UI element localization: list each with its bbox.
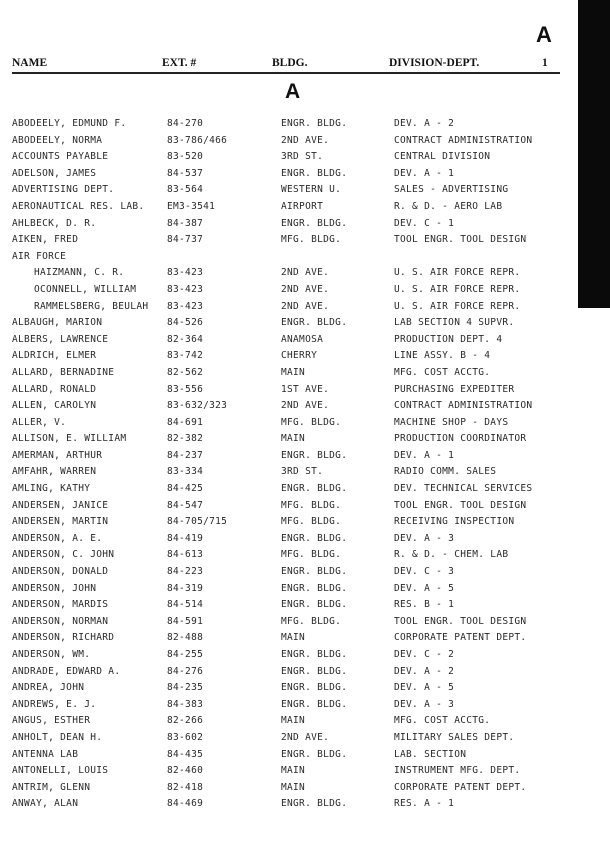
entry-extension: 84-237 xyxy=(167,449,204,461)
directory-listing xyxy=(12,118,572,815)
entry-name: ALLARD, RONALD xyxy=(12,383,97,395)
entry-name: RAMMELSBERG, BEULAH xyxy=(34,300,149,312)
entry-name: ALDRICH, ELMER xyxy=(12,350,97,362)
entry-extension: 84-319 xyxy=(167,582,204,594)
entry-building: MAIN xyxy=(281,765,306,777)
entry-name: ANDERSON, WM. xyxy=(12,649,91,660)
entry-name: ANDRADE, EDWARD A. xyxy=(12,665,121,677)
entry-extension: 84-469 xyxy=(167,798,204,810)
entry-building: MAIN xyxy=(281,366,306,378)
entry-building: ANAMOSA xyxy=(281,333,324,345)
directory-entry xyxy=(12,367,572,384)
entry-extension: 84-537 xyxy=(167,167,204,179)
entry-name: ABODEELY, EDMUND F. xyxy=(12,118,127,129)
directory-entry xyxy=(12,782,572,799)
entry-extension: 82-460 xyxy=(167,765,204,777)
directory-entry xyxy=(12,732,572,749)
entry-division: DEV. A - 2 xyxy=(394,118,455,129)
entry-division: DEV. A - 2 xyxy=(394,665,455,677)
directory-entry xyxy=(12,715,572,732)
entry-name: ANDERSON, A. E. xyxy=(12,532,103,544)
entry-division: LAB SECTION 4 SUPVR. xyxy=(394,317,515,329)
entry-division: RADIO COMM. SALES xyxy=(394,466,497,478)
directory-entry xyxy=(12,251,572,268)
directory-entry xyxy=(12,583,572,600)
entry-name: ANTRIM, GLENN xyxy=(12,781,91,793)
entry-name: ADELSON, JAMES xyxy=(12,167,97,179)
entry-building: 1ST AVE. xyxy=(281,383,330,395)
entry-division: DEV. A - 5 xyxy=(394,682,455,694)
entry-building: MAIN xyxy=(281,632,306,644)
entry-name: AMFAHR, WARREN xyxy=(12,466,97,478)
entry-division: U. S. AIR FORCE REPR. xyxy=(394,283,521,295)
directory-entry xyxy=(12,234,572,251)
directory-entry xyxy=(12,267,572,284)
entry-division: TOOL ENGR. TOOL DESIGN xyxy=(394,234,527,246)
entry-division: LINE ASSY. B - 4 xyxy=(394,350,491,362)
entry-name: ALLER, V. xyxy=(12,416,67,428)
entry-division: CORPORATE PATENT DEPT. xyxy=(394,781,527,793)
entry-division: DEV. C - 3 xyxy=(394,566,455,578)
entry-extension: 83-520 xyxy=(167,151,204,163)
entry-extension: 84-435 xyxy=(167,748,204,760)
entry-building: MFG. BLDG. xyxy=(281,234,342,246)
entry-extension: 84-591 xyxy=(167,615,204,627)
entry-extension: 83-423 xyxy=(167,300,204,312)
directory-entry xyxy=(12,384,572,401)
entry-division: LAB. SECTION xyxy=(394,748,467,760)
entry-extension: 84-270 xyxy=(167,118,204,129)
directory-entry xyxy=(12,616,572,633)
directory-entry xyxy=(12,118,572,135)
entry-extension: 82-382 xyxy=(167,433,204,445)
directory-entry xyxy=(12,184,572,201)
entry-extension: 82-562 xyxy=(167,366,204,378)
entry-extension: 84-255 xyxy=(167,649,204,660)
directory-entry xyxy=(12,350,572,367)
entry-division: DEV. A - 1 xyxy=(394,449,455,461)
entry-division: U. S. AIR FORCE REPR. xyxy=(394,300,521,312)
entry-division: U. S. AIR FORCE REPR. xyxy=(394,267,521,279)
directory-entry xyxy=(12,765,572,782)
entry-division: TOOL ENGR. TOOL DESIGN xyxy=(394,615,527,627)
entry-name: ABODEELY, NORMA xyxy=(12,134,103,146)
entry-extension: 83-423 xyxy=(167,283,204,295)
entry-name: ANHOLT, DEAN H. xyxy=(12,731,103,743)
directory-entry xyxy=(12,317,572,334)
entry-name: AERONAUTICAL RES. LAB. xyxy=(12,200,145,212)
entry-building: 2ND AVE. xyxy=(281,283,330,295)
entry-name: ANGUS, ESTHER xyxy=(12,715,91,727)
entry-extension: 84-419 xyxy=(167,532,204,544)
entry-name: ALBAUGH, MARION xyxy=(12,317,103,329)
entry-division: MACHINE SHOP - DAYS xyxy=(394,416,509,428)
header-divider xyxy=(12,72,560,74)
entry-division: CONTRACT ADMINISTRATION xyxy=(394,134,533,146)
entry-building: ENGR. BLDG. xyxy=(281,698,348,710)
entry-building: 2ND AVE. xyxy=(281,731,330,743)
entry-building: MAIN xyxy=(281,781,306,793)
directory-entry xyxy=(12,483,572,500)
entry-extension: 84-526 xyxy=(167,317,204,329)
entry-division: SALES - ADVERTISING xyxy=(394,184,509,196)
entry-division: PRODUCTION COORDINATOR xyxy=(394,433,527,445)
directory-entry xyxy=(12,599,572,616)
entry-name: ACCOUNTS PAYABLE xyxy=(12,151,109,163)
entry-extension: 84-691 xyxy=(167,416,204,428)
entry-name: ALLARD, BERNADINE xyxy=(12,366,115,378)
entry-name: ALLISON, E. WILLIAM xyxy=(12,433,127,445)
entry-division: MILITARY SALES DEPT. xyxy=(394,731,515,743)
entry-building: ENGR. BLDG. xyxy=(281,167,348,179)
directory-entry xyxy=(12,666,572,683)
entry-extension: 84-425 xyxy=(167,483,204,495)
entry-extension: 84-276 xyxy=(167,665,204,677)
entry-extension: 82-418 xyxy=(167,781,204,793)
directory-entry xyxy=(12,549,572,566)
entry-building: 3RD ST. xyxy=(281,151,324,163)
entry-name: ANDERSON, DONALD xyxy=(12,566,109,578)
header-division: DIVISION-DEPT. xyxy=(389,57,480,69)
entry-building: 2ND AVE. xyxy=(281,400,330,412)
entry-building: MFG. BLDG. xyxy=(281,615,342,627)
directory-entry xyxy=(12,500,572,517)
entry-extension: 84-514 xyxy=(167,599,204,611)
entry-extension: 83-742 xyxy=(167,350,204,362)
entry-extension: 83-334 xyxy=(167,466,204,478)
entry-extension: 82-266 xyxy=(167,715,204,727)
directory-entry xyxy=(12,284,572,301)
entry-name: ANDERSEN, JANICE xyxy=(12,499,109,511)
entry-division: DEV. C - 1 xyxy=(394,217,455,229)
entry-extension: 84-383 xyxy=(167,698,204,710)
entry-division: TOOL ENGR. TOOL DESIGN xyxy=(394,499,527,511)
entry-division: DEV. A - 3 xyxy=(394,532,455,544)
entry-extension: 84-235 xyxy=(167,682,204,694)
directory-entry xyxy=(12,749,572,766)
corner-index-letter: A xyxy=(536,22,552,47)
entry-extension: 83-786/466 xyxy=(167,134,228,146)
entry-name: AMERMAN, ARTHUR xyxy=(12,449,103,461)
entry-building: ENGR. BLDG. xyxy=(281,649,348,660)
entry-building: ENGR. BLDG. xyxy=(281,665,348,677)
entry-name: ANWAY, ALAN xyxy=(12,798,79,810)
entry-name: ANDERSON, MARDIS xyxy=(12,599,109,611)
entry-building: MFG. BLDG. xyxy=(281,416,342,428)
header-name: NAME xyxy=(12,57,48,69)
entry-extension: 83-556 xyxy=(167,383,204,395)
entry-division: RES. B - 1 xyxy=(394,599,455,611)
section-letter: A xyxy=(285,80,301,103)
entry-building: ENGR. BLDG. xyxy=(281,599,348,611)
entry-building: MAIN xyxy=(281,715,306,727)
directory-entry xyxy=(12,168,572,185)
entry-name: ANTENNA LAB xyxy=(12,748,79,760)
entry-extension: 84-223 xyxy=(167,566,204,578)
directory-entry xyxy=(12,218,572,235)
column-header xyxy=(12,57,560,71)
directory-entry xyxy=(12,566,572,583)
entry-building: ENGR. BLDG. xyxy=(281,532,348,544)
entry-extension: 84-613 xyxy=(167,549,204,561)
page-number: 1 xyxy=(542,57,548,69)
entry-name: ANDERSON, RICHARD xyxy=(12,632,115,644)
entry-building: CHERRY xyxy=(281,350,318,362)
entry-building: MFG. BLDG. xyxy=(281,516,342,528)
entry-name: ANDREA, JOHN xyxy=(12,682,85,694)
entry-building: WESTERN U. xyxy=(281,184,342,196)
entry-name: HAIZMANN, C. R. xyxy=(34,267,125,279)
entry-building: 2ND AVE. xyxy=(281,134,330,146)
entry-building: ENGR. BLDG. xyxy=(281,317,348,329)
entry-building: ENGR. BLDG. xyxy=(281,566,348,578)
entry-name: OCONNELL, WILLIAM xyxy=(34,283,137,295)
directory-entry xyxy=(12,699,572,716)
directory-entry xyxy=(12,450,572,467)
directory-entry xyxy=(12,417,572,434)
entry-name: ANDREWS, E. J. xyxy=(12,698,97,710)
entry-building: ENGR. BLDG. xyxy=(281,449,348,461)
entry-division: RES. A - 1 xyxy=(394,798,455,810)
entry-name: ANDERSON, C. JOHN xyxy=(12,549,115,561)
entry-name: AIR FORCE xyxy=(12,250,67,262)
index-thumb-tab xyxy=(578,0,610,308)
entry-name: ANDERSEN, MARTIN xyxy=(12,516,109,528)
entry-name: ADVERTISING DEPT. xyxy=(12,184,115,196)
entry-extension: 83-632/323 xyxy=(167,400,228,412)
entry-division: CONTRACT ADMINISTRATION xyxy=(394,400,533,412)
entry-extension: 84-387 xyxy=(167,217,204,229)
directory-entry xyxy=(12,400,572,417)
directory-entry xyxy=(12,533,572,550)
entry-division: DEV. A - 3 xyxy=(394,698,455,710)
directory-entry xyxy=(12,649,572,666)
entry-division: DEV. A - 1 xyxy=(394,167,455,179)
entry-division: MFG. COST ACCTG. xyxy=(394,715,491,727)
entry-division: MFG. COST ACCTG. xyxy=(394,366,491,378)
entry-building: MFG. BLDG. xyxy=(281,549,342,561)
directory-entry xyxy=(12,433,572,450)
entry-name: AIKEN, FRED xyxy=(12,234,79,246)
entry-extension: 83-564 xyxy=(167,184,204,196)
header-bldg: BLDG. xyxy=(272,57,308,69)
directory-entry xyxy=(12,334,572,351)
entry-division: DEV. C - 2 xyxy=(394,649,455,660)
directory-entry xyxy=(12,466,572,483)
entry-building: ENGR. BLDG. xyxy=(281,483,348,495)
entry-building: ENGR. BLDG. xyxy=(281,748,348,760)
entry-building: ENGR. BLDG. xyxy=(281,582,348,594)
entry-building: 2ND AVE. xyxy=(281,267,330,279)
entry-name: ANDERSON, JOHN xyxy=(12,582,97,594)
entry-extension: 83-423 xyxy=(167,267,204,279)
entry-division: INSTRUMENT MFG. DEPT. xyxy=(394,765,521,777)
entry-name: AHLBECK, D. R. xyxy=(12,217,97,229)
entry-building: AIRPORT xyxy=(281,200,324,212)
directory-entry xyxy=(12,682,572,699)
entry-building: ENGR. BLDG. xyxy=(281,118,348,129)
entry-division: R. & D. - CHEM. LAB xyxy=(394,549,509,561)
directory-entry xyxy=(12,135,572,152)
entry-division: PRODUCTION DEPT. 4 xyxy=(394,333,503,345)
entry-division: RECEIVING INSPECTION xyxy=(394,516,515,528)
entry-division: PURCHASING EXPEDITER xyxy=(394,383,515,395)
entry-division: DEV. TECHNICAL SERVICES xyxy=(394,483,533,495)
entry-extension: 84-737 xyxy=(167,234,204,246)
entry-extension: 84-705/715 xyxy=(167,516,228,528)
directory-entry xyxy=(12,151,572,168)
directory-entry xyxy=(12,301,572,318)
entry-building: ENGR. BLDG. xyxy=(281,682,348,694)
entry-building: MAIN xyxy=(281,433,306,445)
directory-entry xyxy=(12,201,572,218)
entry-extension: 83-602 xyxy=(167,731,204,743)
entry-name: ANDERSON, NORMAN xyxy=(12,615,109,627)
entry-extension: 82-488 xyxy=(167,632,204,644)
entry-division: CORPORATE PATENT DEPT. xyxy=(394,632,527,644)
entry-name: ALBERS, LAWRENCE xyxy=(12,333,109,345)
entry-name: ANTONELLI, LOUIS xyxy=(12,765,109,777)
entry-division: CENTRAL DIVISION xyxy=(394,151,491,163)
entry-building: ENGR. BLDG. xyxy=(281,217,348,229)
entry-name: AMLING, KATHY xyxy=(12,483,91,495)
entry-division: DEV. A - 5 xyxy=(394,582,455,594)
directory-entry xyxy=(12,516,572,533)
directory-entry xyxy=(12,798,572,815)
header-ext: EXT. # xyxy=(162,57,197,69)
entry-building: MFG. BLDG. xyxy=(281,499,342,511)
entry-extension: 84-547 xyxy=(167,499,204,511)
entry-building: ENGR. BLDG. xyxy=(281,798,348,810)
entry-division: R. & D. - AERO LAB xyxy=(394,200,503,212)
entry-name: ALLEN, CAROLYN xyxy=(12,400,97,412)
directory-entry xyxy=(12,632,572,649)
entry-extension: 82-364 xyxy=(167,333,204,345)
entry-extension: EM3-3541 xyxy=(167,200,216,212)
entry-building: 2ND AVE. xyxy=(281,300,330,312)
entry-building: 3RD ST. xyxy=(281,466,324,478)
